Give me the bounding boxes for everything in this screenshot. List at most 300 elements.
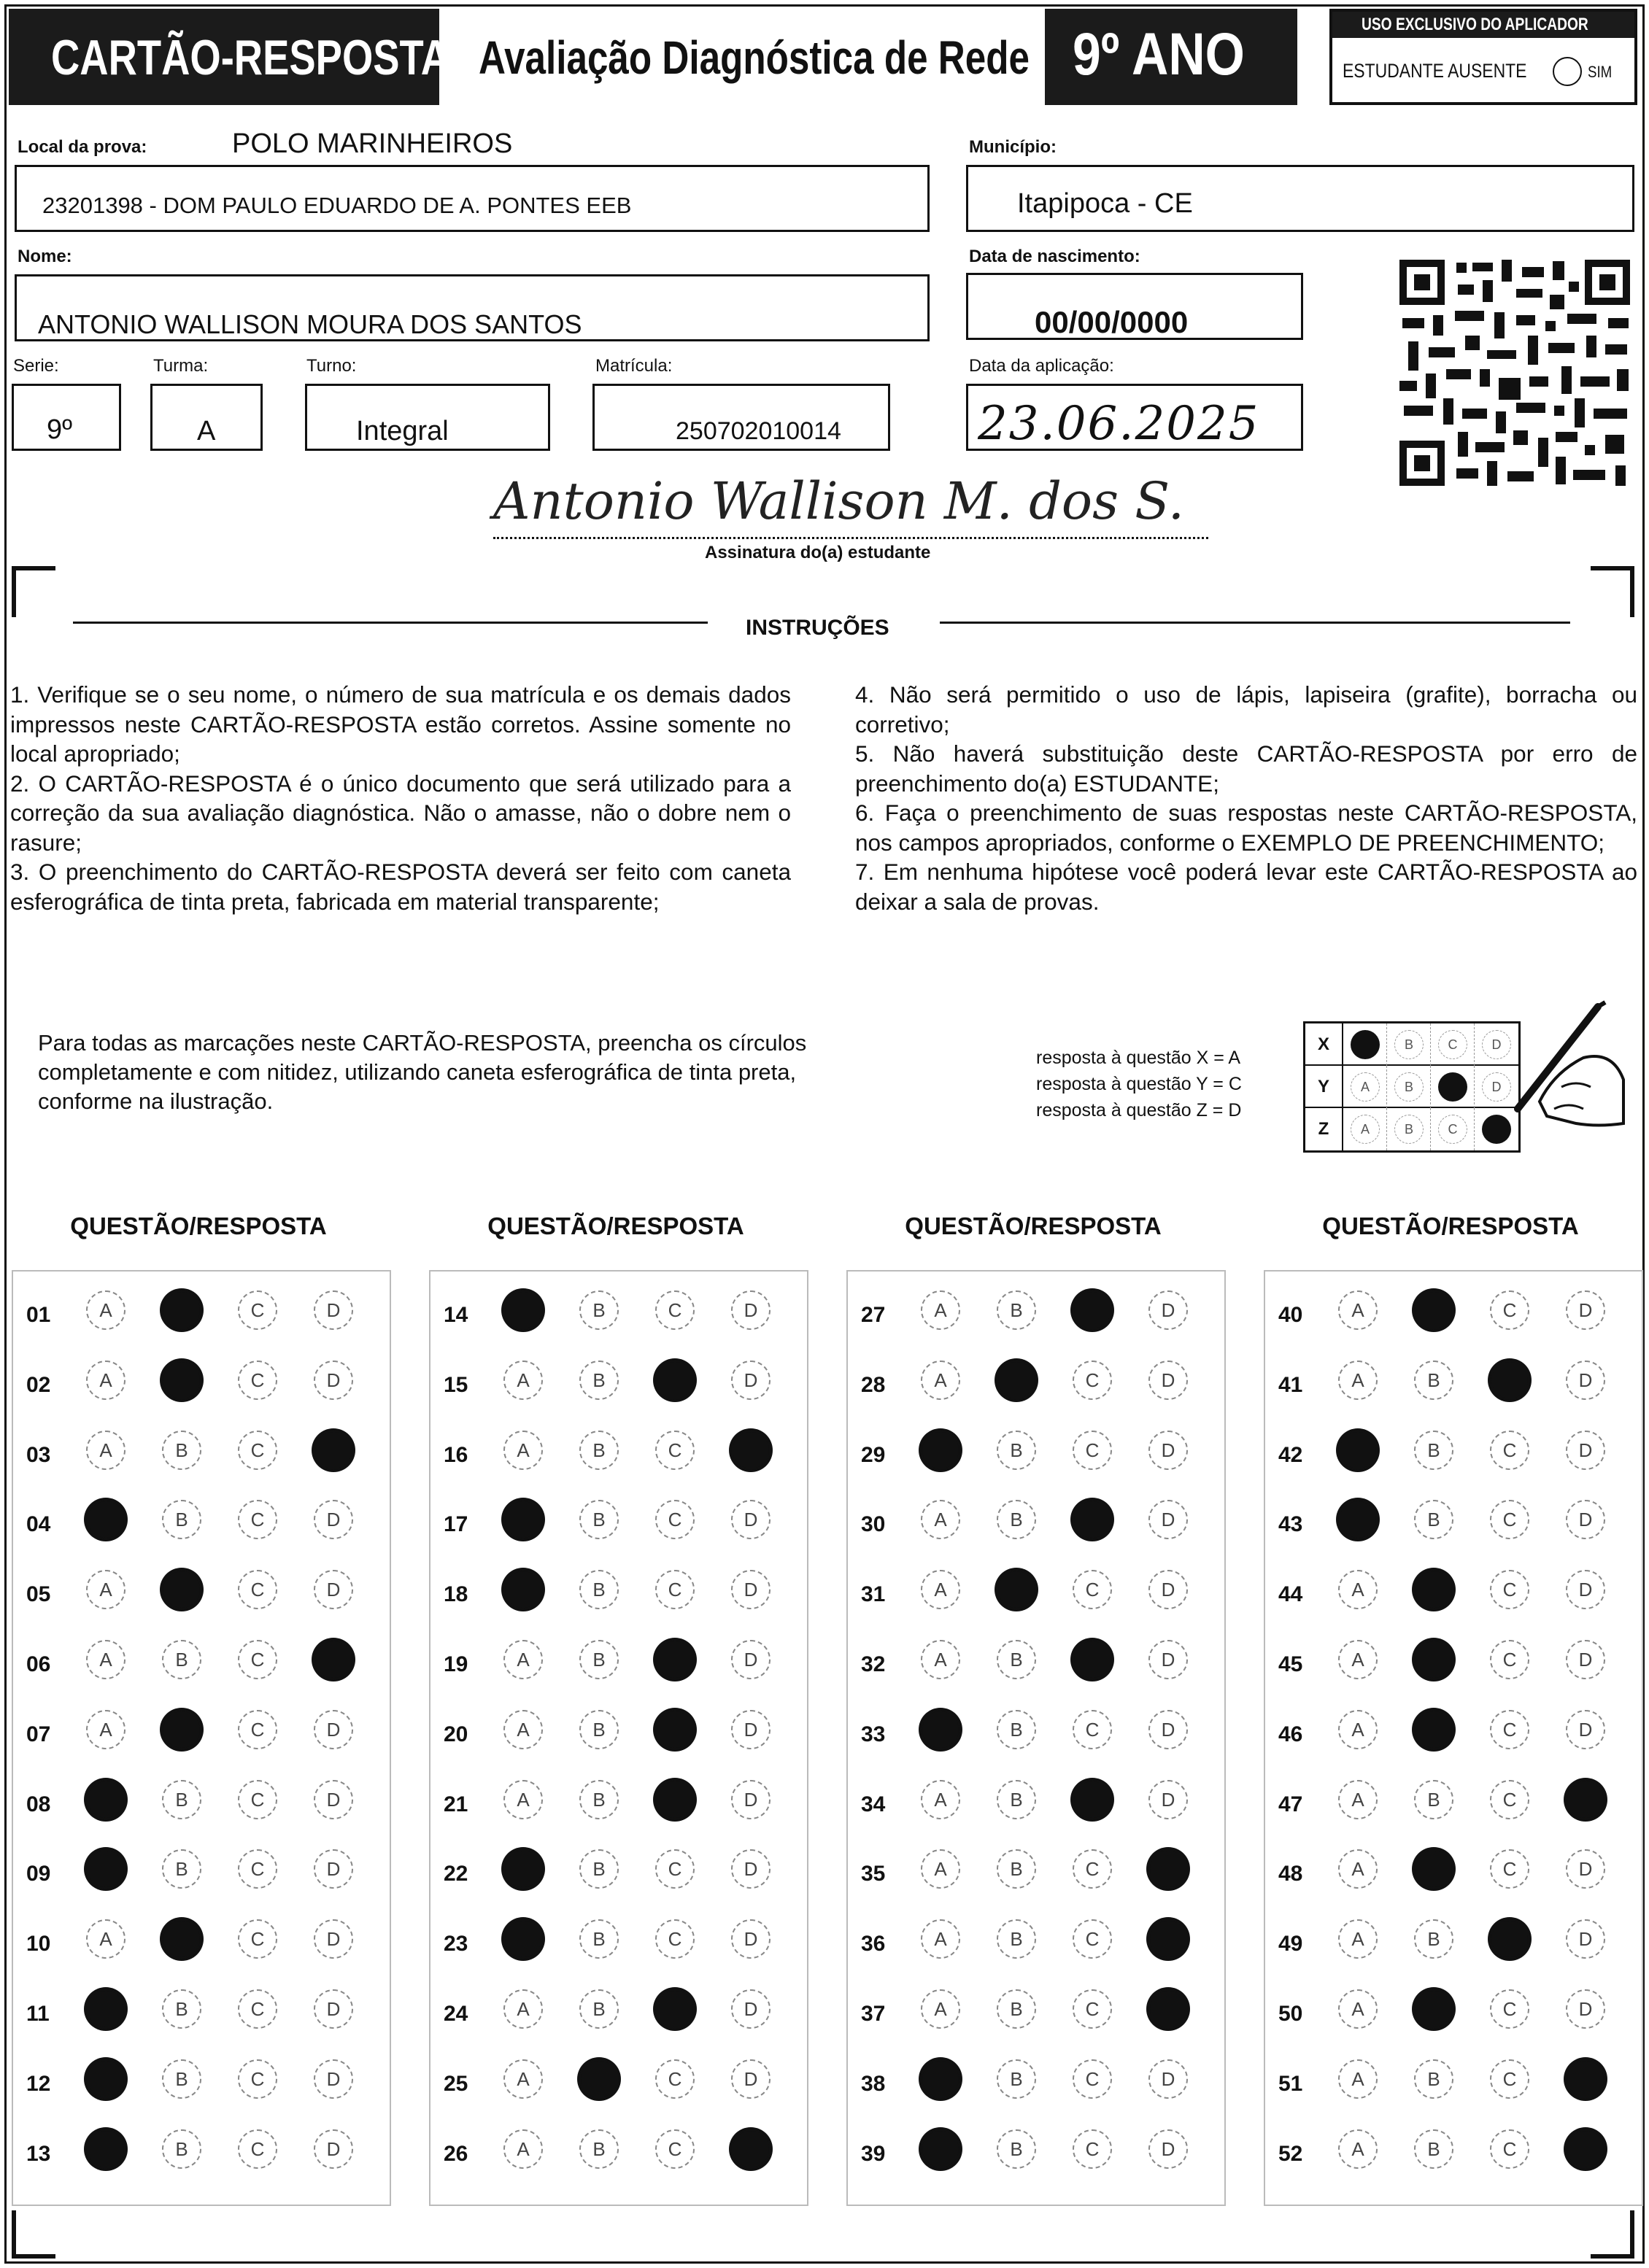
answer-bubble-a[interactable]: A <box>1338 1989 1378 2029</box>
answer-bubble-d[interactable]: D <box>1148 1640 1188 1679</box>
answer-bubble-c[interactable] <box>655 1710 695 1749</box>
answer-bubble-b[interactable]: B <box>997 1989 1036 2029</box>
answer-bubble-d[interactable]: D <box>731 1919 771 1959</box>
answer-bubble-c[interactable]: C <box>238 2059 277 2099</box>
exam-location-value: POLO MARINHEIROS <box>232 128 513 159</box>
answer-bubble-a[interactable] <box>921 1710 960 1749</box>
answer-bubble-d[interactable] <box>314 1640 353 1679</box>
instruction-1: 1. Verifique se o seu nome, o número de sua matrícula e os demais dados impressos neste CARTÃO-RESPOSTA estão corretos. Assine somente no local apropriado; <box>10 681 791 767</box>
answer-bubble-c[interactable]: C <box>1073 1989 1112 2029</box>
card-title: CARTÃO-RESPOSTA <box>51 30 450 85</box>
answer-bubble-b[interactable]: B <box>1414 1500 1453 1539</box>
city-value: Itapipoca - CE <box>1017 188 1193 219</box>
answer-bubble-a[interactable]: A <box>1338 1570 1378 1609</box>
answer-bubble-b[interactable]: B <box>162 1640 201 1679</box>
answer-bubble-d[interactable]: D <box>1566 1500 1605 1539</box>
instructions-rule-left <box>73 622 708 624</box>
answer-bubble-c[interactable]: C <box>238 1290 277 1330</box>
answer-bubble-a[interactable] <box>503 1919 543 1959</box>
example-bubble-c: C <box>1438 1030 1467 1059</box>
grade-badge: 9º ANO <box>1073 21 1245 88</box>
answer-bubble-b[interactable]: B <box>162 1431 201 1470</box>
answer-bubble-d[interactable]: D <box>1566 1431 1605 1470</box>
answer-bubble-c[interactable]: C <box>238 1849 277 1889</box>
answer-bubble-b[interactable]: B <box>579 1500 619 1539</box>
answer-bubble-d[interactable]: D <box>314 1919 353 1959</box>
question-number: 45 <box>1278 1652 1303 1676</box>
question-number: 28 <box>861 1372 886 1397</box>
answer-bubble-a[interactable]: A <box>921 1500 960 1539</box>
answer-bubble-b[interactable]: B <box>1414 2129 1453 2169</box>
answer-bubble-a[interactable]: A <box>1338 2129 1378 2169</box>
answer-bubble-d[interactable] <box>1566 1780 1605 1819</box>
answer-bubble-a[interactable] <box>921 2129 960 2169</box>
answer-bubble-d[interactable]: D <box>1566 1640 1605 1679</box>
answer-bubble-c[interactable]: C <box>238 1710 277 1749</box>
birth-label: Data de nascimento: <box>969 247 1140 266</box>
answer-column-1 <box>12 1270 391 2206</box>
answer-bubble-d[interactable]: D <box>314 1290 353 1330</box>
question-row <box>848 2119 1227 2189</box>
question-number: 15 <box>444 1372 468 1397</box>
answer-bubble-a[interactable]: A <box>503 1989 543 2029</box>
answer-bubble-a[interactable]: A <box>86 1640 125 1679</box>
answer-bubble-d[interactable]: D <box>731 2059 771 2099</box>
answer-bubble-a[interactable]: A <box>921 1361 960 1400</box>
answer-bubble-a[interactable]: A <box>503 2129 543 2169</box>
question-row <box>1265 1280 1645 1350</box>
answer-bubble-d[interactable] <box>731 2129 771 2169</box>
answer-bubble-d[interactable]: D <box>314 1570 353 1609</box>
answer-bubble-a[interactable]: A <box>503 1431 543 1470</box>
answer-bubble-b[interactable] <box>1414 1989 1453 2029</box>
question-number: 30 <box>861 1512 886 1537</box>
answer-bubble-a[interactable] <box>86 1500 125 1539</box>
answer-bubble-a[interactable] <box>503 1849 543 1889</box>
answer-bubble-d[interactable] <box>1148 1849 1188 1889</box>
answer-bubble-c[interactable]: C <box>1073 1431 1112 1470</box>
answer-bubble-a[interactable]: A <box>1338 2059 1378 2099</box>
city-label: Município: <box>969 137 1057 157</box>
answer-bubble-d[interactable]: D <box>1148 1290 1188 1330</box>
answer-bubble-a[interactable]: A <box>503 1640 543 1679</box>
answer-bubble-d[interactable]: D <box>731 1640 771 1679</box>
answer-bubble-b[interactable]: B <box>579 1989 619 2029</box>
answer-bubble-c[interactable]: C <box>1490 1849 1529 1889</box>
applicator-label: USO EXCLUSIVO DO APLICADOR <box>1362 15 1588 34</box>
answer-bubble-a[interactable]: A <box>1338 1640 1378 1679</box>
instructions-right <box>855 680 1637 916</box>
question-number: 38 <box>861 2071 886 2096</box>
answer-bubble-c[interactable]: C <box>1490 2059 1529 2099</box>
question-number: 51 <box>1278 2071 1303 2096</box>
answer-bubble-a[interactable] <box>86 2129 125 2169</box>
question-number: 12 <box>26 2071 51 2096</box>
answer-bubble-b[interactable] <box>162 1710 201 1749</box>
question-number: 24 <box>444 2002 468 2026</box>
example-bubble-d: D <box>1482 1072 1511 1102</box>
answer-bubble-c[interactable]: C <box>1073 1919 1112 1959</box>
example-row-label: Y <box>1305 1066 1343 1108</box>
answer-bubble-d[interactable]: D <box>1566 1849 1605 1889</box>
question-number: 16 <box>444 1442 468 1467</box>
series-label: Serie: <box>13 356 59 376</box>
corner-top-right <box>1591 566 1634 617</box>
answer-bubble-b[interactable]: B <box>1414 1780 1453 1819</box>
answer-bubble-d[interactable] <box>1566 2129 1605 2169</box>
answer-bubble-b[interactable]: B <box>579 1780 619 1819</box>
question-row <box>13 1420 393 1490</box>
question-row <box>13 2119 393 2189</box>
answer-bubble-d[interactable]: D <box>314 1361 353 1400</box>
answer-bubble-a[interactable]: A <box>1338 1780 1378 1819</box>
answer-bubble-d[interactable]: D <box>1148 2129 1188 2169</box>
answer-bubble-a[interactable] <box>921 1431 960 1470</box>
answer-bubble-d[interactable]: D <box>731 1710 771 1749</box>
answer-bubble-d[interactable] <box>314 1431 353 1470</box>
answer-bubble-d[interactable]: D <box>1566 1989 1605 2029</box>
answer-bubble-a[interactable]: A <box>1338 1919 1378 1959</box>
answer-bubble-c[interactable]: C <box>655 2059 695 2099</box>
answer-bubble-c[interactable]: C <box>238 1640 277 1679</box>
answer-bubble-b[interactable]: B <box>579 1361 619 1400</box>
question-row <box>1265 2119 1645 2189</box>
absent-yes-label: SIM <box>1588 63 1613 81</box>
instructions-left <box>10 680 791 916</box>
answer-bubble-b[interactable]: B <box>997 1640 1036 1679</box>
answer-bubble-d[interactable] <box>1148 1919 1188 1959</box>
answer-bubble-b[interactable]: B <box>579 1710 619 1749</box>
answer-bubble-d[interactable]: D <box>1148 1710 1188 1749</box>
answer-bubble-d[interactable] <box>1566 2059 1605 2099</box>
question-row <box>430 1560 810 1630</box>
answer-bubble-b[interactable]: B <box>579 1431 619 1470</box>
answer-bubble-d[interactable]: D <box>731 1989 771 2029</box>
answer-bubble-a[interactable]: A <box>503 2059 543 2099</box>
example-row <box>1305 1066 1518 1108</box>
answer-bubble-c[interactable]: C <box>655 1849 695 1889</box>
question-number: 32 <box>861 1652 886 1676</box>
answer-bubble-d[interactable]: D <box>731 1500 771 1539</box>
question-row <box>430 1630 810 1700</box>
answer-bubble-a[interactable]: A <box>1338 1849 1378 1889</box>
answer-bubble-c[interactable] <box>1073 1780 1112 1819</box>
answer-bubble-c[interactable]: C <box>1073 1361 1112 1400</box>
answer-bubble-c[interactable]: C <box>1490 1570 1529 1609</box>
answer-bubble-b[interactable]: B <box>579 1640 619 1679</box>
answer-bubble-d[interactable]: D <box>1148 1431 1188 1470</box>
answer-bubble-b[interactable]: B <box>1414 1431 1453 1470</box>
question-number: 42 <box>1278 1442 1303 1467</box>
answer-bubble-c[interactable]: C <box>655 1570 695 1609</box>
answer-bubble-a[interactable]: A <box>86 1570 125 1609</box>
answer-bubble-c[interactable]: C <box>238 1361 277 1400</box>
answer-bubble-c[interactable]: C <box>238 1431 277 1470</box>
answer-bubble-b[interactable] <box>1414 1570 1453 1609</box>
example-cell <box>1431 1108 1475 1150</box>
answer-bubble-c[interactable]: C <box>655 1431 695 1470</box>
question-row <box>13 1560 393 1630</box>
question-row <box>430 1839 810 1909</box>
answer-bubble-d[interactable]: D <box>731 1361 771 1400</box>
answer-bubble-a[interactable]: A <box>503 1710 543 1749</box>
answer-bubble-c[interactable]: C <box>1073 2129 1112 2169</box>
answer-bubble-b[interactable]: B <box>997 2129 1036 2169</box>
answer-bubble-c[interactable] <box>655 1361 695 1400</box>
question-number: 20 <box>444 1722 468 1746</box>
answer-bubble-c[interactable] <box>1073 1290 1112 1330</box>
answer-bubble-c[interactable]: C <box>1490 1500 1529 1539</box>
answer-bubble-d[interactable]: D <box>314 1780 353 1819</box>
answer-bubble-b[interactable]: B <box>1414 2059 1453 2099</box>
answer-bubble-b[interactable] <box>579 2059 619 2099</box>
answer-bubble-a[interactable] <box>86 2059 125 2099</box>
answer-bubble-c[interactable]: C <box>1490 1290 1529 1330</box>
example-legend-y: resposta à questão Y = C <box>1036 1074 1242 1094</box>
answer-bubble-b[interactable]: B <box>579 1849 619 1889</box>
answer-bubble-b[interactable]: B <box>1414 1919 1453 1959</box>
example-cell <box>1431 1023 1475 1066</box>
instruction-5: 5. Não haverá substituição deste CARTÃO-RESPOSTA por erro de preenchimento do(a) ESTUDANTE; <box>855 740 1637 797</box>
class-value: A <box>197 416 216 446</box>
answer-bubble-d[interactable] <box>1148 1989 1188 2029</box>
answer-bubble-a[interactable] <box>503 1500 543 1539</box>
answer-bubble-c[interactable]: C <box>1073 1849 1112 1889</box>
example-cell <box>1343 1066 1387 1108</box>
answer-bubble-b[interactable]: B <box>997 1500 1036 1539</box>
answer-bubble-a[interactable]: A <box>921 1570 960 1609</box>
answer-bubble-c[interactable]: C <box>655 1919 695 1959</box>
answer-bubble-d[interactable]: D <box>1566 1361 1605 1400</box>
answer-bubble-d[interactable]: D <box>1566 1710 1605 1749</box>
answer-bubble-a[interactable]: A <box>921 1849 960 1889</box>
answer-bubble-a[interactable] <box>921 2059 960 2099</box>
answer-bubble-c[interactable]: C <box>238 1989 277 2029</box>
answer-bubble-a[interactable]: A <box>86 1431 125 1470</box>
answer-bubble-b[interactable]: B <box>162 2129 201 2169</box>
answer-bubble-a[interactable]: A <box>86 1710 125 1749</box>
answer-bubble-d[interactable]: D <box>731 1290 771 1330</box>
answer-bubble-a[interactable] <box>1338 1431 1378 1470</box>
question-number: 35 <box>861 1862 886 1886</box>
answer-bubble-a[interactable]: A <box>1338 1361 1378 1400</box>
answer-bubble-a[interactable]: A <box>86 1290 125 1330</box>
question-row <box>13 1979 393 2049</box>
question-number: 36 <box>861 1932 886 1957</box>
answer-bubble-d[interactable]: D <box>731 1849 771 1889</box>
answer-bubble-b[interactable]: B <box>162 1780 201 1819</box>
answer-bubble-c[interactable]: C <box>238 1780 277 1819</box>
answer-bubble-c[interactable]: C <box>655 1290 695 1330</box>
answer-bubble-c[interactable]: C <box>1490 1989 1529 2029</box>
answer-bubble-b[interactable]: B <box>579 1919 619 1959</box>
answer-bubble-b[interactable]: B <box>162 1849 201 1889</box>
answer-bubble-c[interactable] <box>655 1989 695 2029</box>
answer-bubble-b[interactable]: B <box>162 2059 201 2099</box>
answer-bubble-a[interactable]: A <box>503 1780 543 1819</box>
answer-bubble-c[interactable]: C <box>1073 2059 1112 2099</box>
answer-bubble-c[interactable]: C <box>1490 1710 1529 1749</box>
answer-bubble-b[interactable]: B <box>579 1290 619 1330</box>
answer-bubble-c[interactable]: C <box>1490 1431 1529 1470</box>
answer-bubble-a[interactable] <box>1338 1500 1378 1539</box>
answer-bubble-d[interactable]: D <box>314 2059 353 2099</box>
answer-bubble-d[interactable]: D <box>731 1570 771 1609</box>
corner-top-left <box>12 566 55 617</box>
question-row <box>13 1630 393 1700</box>
question-row <box>848 1770 1227 1840</box>
answer-bubble-c[interactable]: C <box>655 2129 695 2169</box>
question-row <box>1265 2049 1645 2119</box>
instruction-2: 2. O CARTÃO-RESPOSTA é o único documento que será utilizado para a correção da sua avaliação diagnóstica. Não o amasse, não o dobre nem o rasure; <box>10 770 791 856</box>
answer-bubble-b[interactable]: B <box>579 1570 619 1609</box>
answer-bubble-d[interactable]: D <box>1148 1500 1188 1539</box>
answer-bubble-b[interactable]: B <box>997 1710 1036 1749</box>
answer-bubble-a[interactable]: A <box>921 1919 960 1959</box>
answer-bubble-a[interactable]: A <box>1338 1710 1378 1749</box>
answer-bubble-b[interactable] <box>997 1361 1036 1400</box>
example-bubble-b: B <box>1394 1072 1424 1102</box>
absent-checkbox[interactable] <box>1553 57 1582 86</box>
instruction-6: 6. Faça o preenchimento de suas respostas neste CARTÃO-RESPOSTA, nos campos apropriados, conforme o EXEMPLO DE PREENCHIMENTO; <box>855 800 1637 856</box>
answer-bubble-d[interactable]: D <box>314 1500 353 1539</box>
answer-bubble-c[interactable]: C <box>238 1570 277 1609</box>
question-row <box>1265 1630 1645 1700</box>
answer-bubble-d[interactable]: D <box>731 1780 771 1819</box>
exam-title: Avaliação Diagnóstica de Rede <box>479 31 1030 84</box>
answer-bubble-b[interactable]: B <box>1414 1361 1453 1400</box>
answer-bubble-b[interactable] <box>997 1570 1036 1609</box>
answer-bubble-a[interactable] <box>86 1780 125 1819</box>
answer-bubble-d[interactable]: D <box>1148 1780 1188 1819</box>
answer-bubble-d[interactable]: D <box>314 1849 353 1889</box>
question-number: 50 <box>1278 2002 1303 2026</box>
enrollment-label: Matrícula: <box>595 356 673 376</box>
corner-bottom-right <box>1591 2210 1634 2259</box>
question-number: 06 <box>26 1652 51 1676</box>
answer-bubble-d[interactable]: D <box>314 2129 353 2169</box>
column-header-4: QUESTÃO/RESPOSTA <box>1322 1212 1579 1239</box>
column-header-3: QUESTÃO/RESPOSTA <box>905 1212 1162 1239</box>
answer-bubble-d[interactable]: D <box>1148 1361 1188 1400</box>
answer-bubble-b[interactable]: B <box>162 1989 201 2029</box>
question-number: 01 <box>26 1303 51 1327</box>
answer-bubble-a[interactable] <box>503 1290 543 1330</box>
example-legend-x: resposta à questão X = A <box>1036 1048 1241 1068</box>
question-row <box>430 2049 810 2119</box>
question-row <box>13 1490 393 1560</box>
question-row <box>848 1420 1227 1490</box>
answer-bubble-c[interactable]: C <box>1490 2129 1529 2169</box>
signature-line <box>493 537 1208 539</box>
answer-bubble-b[interactable]: B <box>579 2129 619 2169</box>
exam-location-label: Local da prova: <box>18 137 147 157</box>
answer-bubble-d[interactable]: D <box>1148 1570 1188 1609</box>
answer-bubble-c[interactable] <box>655 1780 695 1819</box>
question-number: 18 <box>444 1582 468 1607</box>
answer-bubble-c[interactable]: C <box>238 2129 277 2169</box>
question-row <box>430 1770 810 1840</box>
answer-bubble-a[interactable]: A <box>1338 1290 1378 1330</box>
answer-bubble-a[interactable] <box>86 1849 125 1889</box>
answer-bubble-b[interactable]: B <box>997 1290 1036 1330</box>
answer-bubble-c[interactable]: C <box>1490 1780 1529 1819</box>
answer-bubble-a[interactable]: A <box>921 1290 960 1330</box>
answer-bubble-d[interactable]: D <box>1566 1570 1605 1609</box>
answer-bubble-d[interactable]: D <box>1148 2059 1188 2099</box>
answer-bubble-c[interactable]: C <box>655 1500 695 1539</box>
answer-bubble-c[interactable]: C <box>1073 1710 1112 1749</box>
answer-bubble-a[interactable]: A <box>921 1640 960 1679</box>
answer-bubble-b[interactable]: B <box>997 1431 1036 1470</box>
answer-bubble-c[interactable] <box>655 1640 695 1679</box>
answer-bubble-d[interactable]: D <box>1566 1290 1605 1330</box>
answer-bubble-b[interactable]: B <box>997 1919 1036 1959</box>
answer-bubble-c[interactable] <box>1490 1919 1529 1959</box>
question-number: 44 <box>1278 1582 1303 1607</box>
column-header-1: QUESTÃO/RESPOSTA <box>70 1212 327 1239</box>
question-number: 26 <box>444 2141 468 2166</box>
answer-bubble-b[interactable] <box>162 1919 201 1959</box>
answer-bubble-c[interactable] <box>1490 1361 1529 1400</box>
question-row <box>430 1420 810 1490</box>
question-row <box>430 1490 810 1560</box>
question-number: 21 <box>444 1792 468 1816</box>
example-cell <box>1343 1023 1387 1066</box>
answer-bubble-b[interactable] <box>162 1570 201 1609</box>
answer-bubble-c[interactable] <box>1073 1500 1112 1539</box>
instruction-4: 4. Não será permitido o uso de lápis, lapiseira (grafite), borracha ou corretivo; <box>855 681 1637 738</box>
answer-bubble-b[interactable]: B <box>997 2059 1036 2099</box>
answer-bubble-b[interactable] <box>162 1290 201 1330</box>
answer-bubble-a[interactable] <box>86 1989 125 2029</box>
answer-bubble-b[interactable] <box>1414 1290 1453 1330</box>
answer-bubble-c[interactable]: C <box>238 1919 277 1959</box>
answer-bubble-b[interactable] <box>1414 1849 1453 1889</box>
answer-bubble-c[interactable]: C <box>1073 1570 1112 1609</box>
question-row <box>1265 1560 1645 1630</box>
question-row <box>1265 1909 1645 1979</box>
answer-bubble-a[interactable] <box>503 1570 543 1609</box>
question-row <box>1265 1420 1645 1490</box>
example-cell <box>1387 1108 1431 1150</box>
question-number: 49 <box>1278 1932 1303 1957</box>
question-number: 41 <box>1278 1372 1303 1397</box>
answer-bubble-b[interactable] <box>1414 1640 1453 1679</box>
answer-bubble-c[interactable]: C <box>1490 1640 1529 1679</box>
answer-bubble-a[interactable]: A <box>86 1919 125 1959</box>
answer-bubble-d[interactable]: D <box>1566 1919 1605 1959</box>
answer-bubble-b[interactable] <box>162 1361 201 1400</box>
answer-bubble-a[interactable]: A <box>86 1361 125 1400</box>
answer-bubble-b[interactable]: B <box>997 1849 1036 1889</box>
application-date-value: 23.06.2025 <box>978 397 1260 451</box>
answer-bubble-b[interactable]: B <box>997 1780 1036 1819</box>
answer-bubble-b[interactable]: B <box>162 1500 201 1539</box>
answer-bubble-c[interactable]: C <box>238 1500 277 1539</box>
answer-bubble-c[interactable] <box>1073 1640 1112 1679</box>
question-number: 07 <box>26 1722 51 1746</box>
answer-bubble-a[interactable]: A <box>503 1361 543 1400</box>
answer-bubble-a[interactable]: A <box>921 1780 960 1819</box>
answer-bubble-a[interactable]: A <box>921 1989 960 2029</box>
question-row <box>13 1700 393 1770</box>
answer-bubble-d[interactable]: D <box>314 1710 353 1749</box>
answer-bubble-b[interactable] <box>1414 1710 1453 1749</box>
answer-bubble-d[interactable] <box>731 1431 771 1470</box>
instruction-3: 3. O preenchimento do CARTÃO-RESPOSTA deverá ser feito com caneta esferográfica de tinta preta, fabricada em material transparente; <box>10 859 791 915</box>
answer-bubble-d[interactable]: D <box>314 1989 353 2029</box>
